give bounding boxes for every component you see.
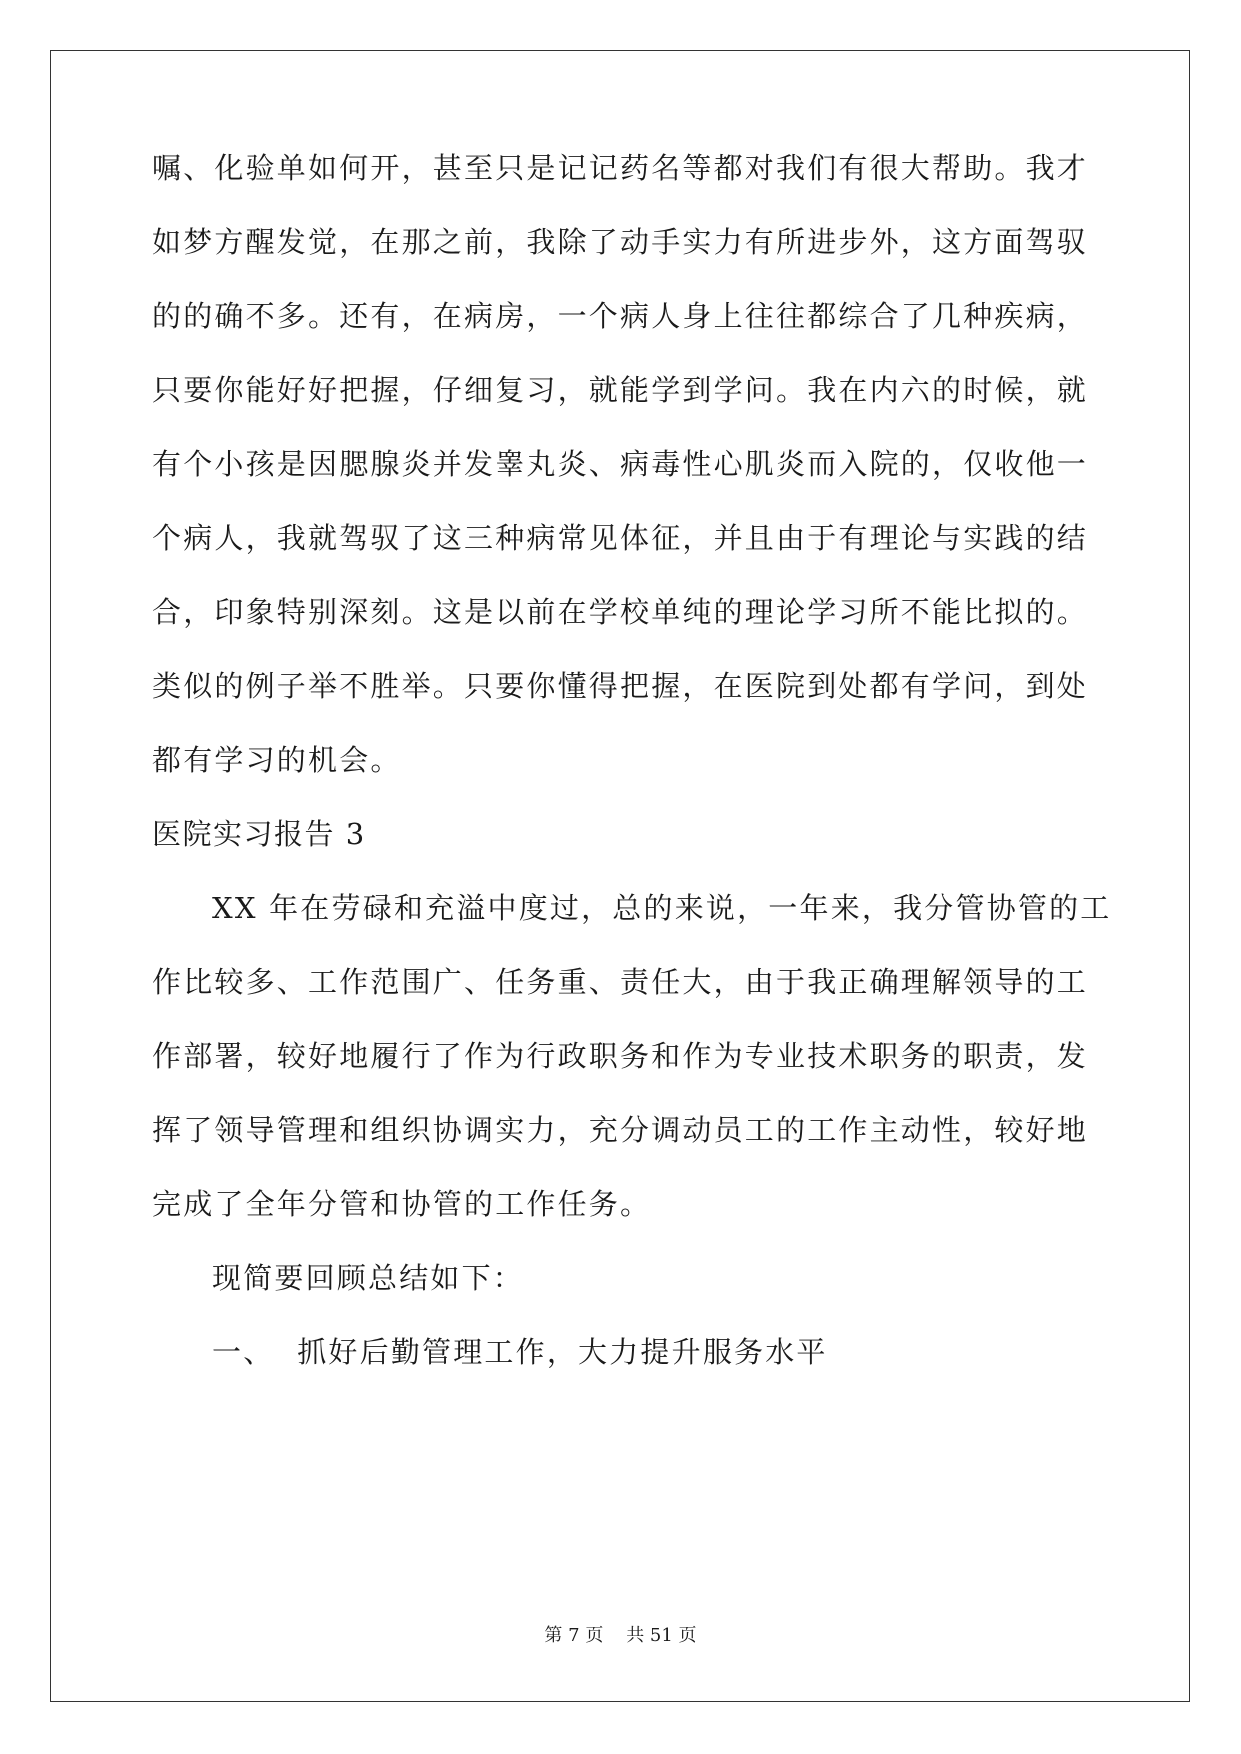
- paragraph-2-line-1: XX 年在劳碌和充溢中度过，总的来说，一年来，我分管协管的工: [212, 891, 1112, 925]
- paragraph-1-line-7: 合，印象特别深刻。这是以前在学校单纯的理论学习所不能比拟的。: [152, 595, 1089, 629]
- paragraph-1-line-4: 只要你能好好把握，仔细复习，就能学到学问。我在内六的时候，就: [152, 373, 1089, 407]
- page-footer: 第 7 页 共 51 页: [544, 1625, 697, 1646]
- list-item-1: 一、 抓好后勤管理工作，大力提升服务水平: [212, 1335, 828, 1369]
- section-heading: 医院实习报告 3: [152, 817, 366, 851]
- paragraph-1-line-5: 有个小孩是因腮腺炎并发睾丸炎、病毒性心肌炎而入院的，仅收他一: [152, 447, 1089, 481]
- paragraph-1-line-8: 类似的例子举不胜举。只要你懂得把握，在医院到处都有学问，到处: [152, 669, 1089, 703]
- paragraph-2-line-5: 完成了全年分管和协管的工作任务。: [152, 1187, 652, 1221]
- paragraph-1-line-6: 个病人，我就驾驭了这三种病常见体征，并且由于有理论与实践的结: [152, 521, 1089, 555]
- paragraph-2-line-3: 作部署，较好地履行了作为行政职务和作为专业技术职务的职责，发: [152, 1039, 1089, 1073]
- paragraph-1-line-3: 的的确不多。还有，在病房，一个病人身上往往都综合了几种疾病，: [152, 299, 1089, 333]
- paragraph-1-line-9: 都有学习的机会。: [152, 743, 402, 777]
- paragraph-1-line-2: 如梦方醒发觉，在那之前，我除了动手实力有所进步外，这方面驾驭: [152, 225, 1089, 259]
- paragraph-3: 现简要回顾总结如下：: [212, 1261, 525, 1295]
- paragraph-2-line-4: 挥了领导管理和组织协调实力，充分调动员工的工作主动性，较好地: [152, 1113, 1089, 1147]
- paragraph-1-line-1: 嘱、化验单如何开，甚至只是记记药名等都对我们有很大帮助。我才: [152, 151, 1089, 185]
- paragraph-2-line-2: 作比较多、工作范围广、任务重、责任大，由于我正确理解领导的工: [152, 965, 1089, 999]
